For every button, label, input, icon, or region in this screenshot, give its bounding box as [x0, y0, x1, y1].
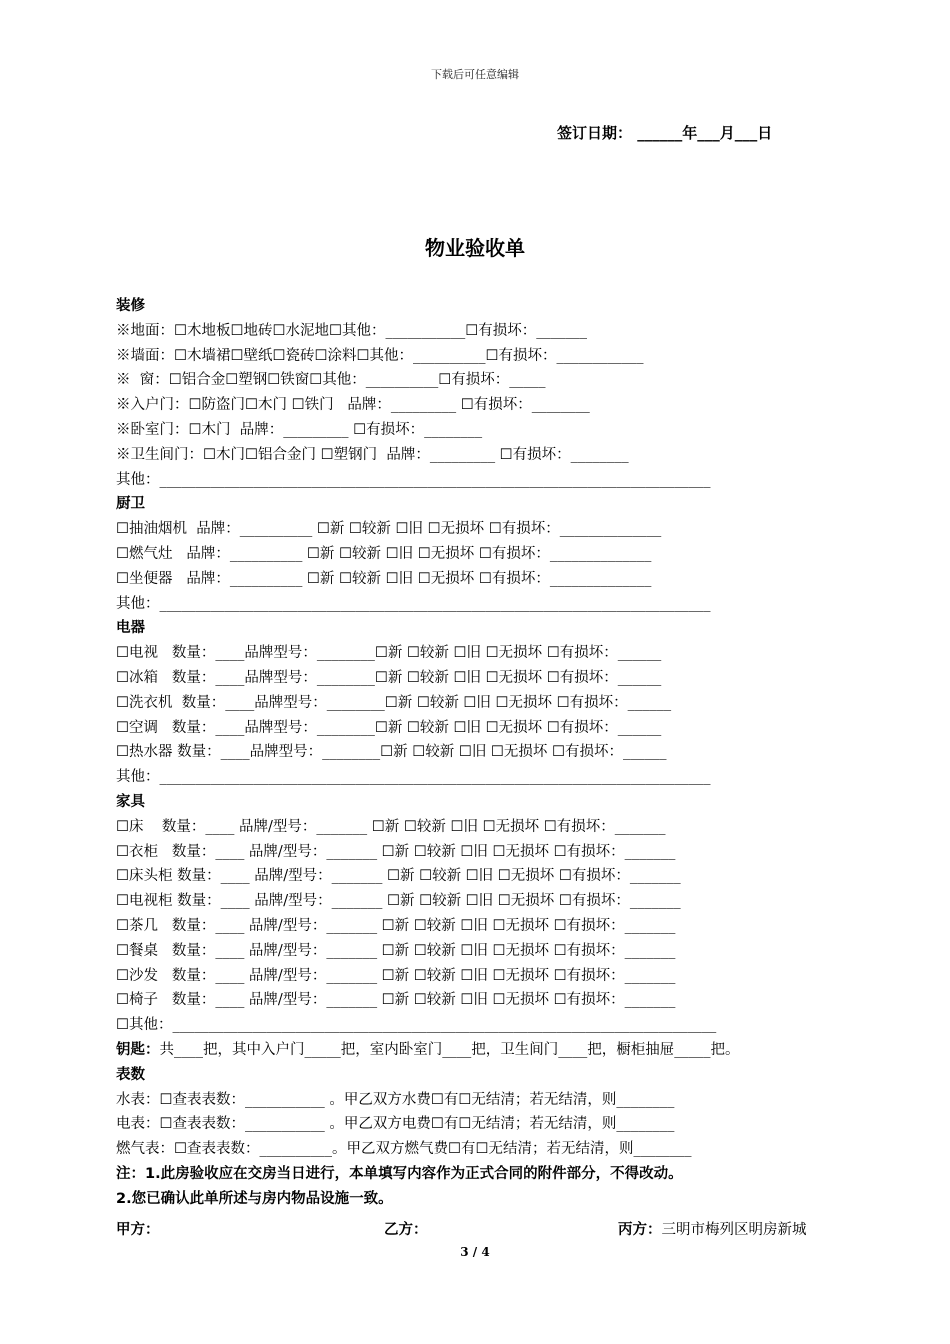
form-line: ☐床 数量：____ 品牌/型号：_______ ☐新 ☐较新 ☐旧 ☐无损坏 ☐有损坏：_______ [116, 818, 666, 835]
party-c-label: 丙方： [618, 1222, 662, 1238]
keys-detail: 共____把，其中入户门_____把，室内卧室门____把，卫生间门____把，橱柜抽屉_____把。 [159, 1041, 740, 1058]
form-line: ☐冰箱 数量：____品牌型号：________☐新 ☐较新 ☐旧 ☐无损坏 ☐有损坏：______ [116, 669, 662, 686]
form-line: ☐电视 数量：____品牌型号：________☐新 ☐较新 ☐旧 ☐无损坏 ☐有损坏：______ [116, 645, 662, 662]
parties-row [116, 1218, 846, 1242]
form-line: 其他：____________________________________________________________________________ [116, 595, 711, 612]
section-heading: 装修 [116, 298, 145, 314]
party-a-label: 甲方： [116, 1222, 160, 1238]
form-line: ※入户门：☐防盗门☐木门 ☐铁门 品牌：_________ ☐有损坏：________ [116, 397, 590, 414]
form-line: ☐其他：___________________________________________________________________________ [116, 1017, 717, 1034]
form-line: ☐抽油烟机 品牌：__________ ☐新 ☐较新 ☐旧 ☐无损坏 ☐有损坏：______________ [116, 521, 662, 538]
form-line: ☐茶几 数量：____ 品牌/型号：_______ ☐新 ☐较新 ☐旧 ☐无损坏 ☐有损坏：_______ [116, 917, 676, 934]
form-line: 2.您已确认此单所述与房内物品设施一致。 [116, 1190, 393, 1207]
keys-label: 钥匙： [116, 1041, 160, 1058]
party-b-label: 乙方： [384, 1222, 428, 1238]
form-body [116, 294, 846, 1211]
form-line: ※卫生间门：☐木门☐铝合金门 ☐塑钢门 品牌：_________ ☐有损坏：________ [116, 446, 629, 463]
party-c-value: 三明市梅列区明房新城 [661, 1222, 807, 1238]
form-line: 电表：☐查表表数：___________ 。甲乙双方电费☐有☐无结清；若无结清，则________ [116, 1116, 675, 1133]
form-line: ☐床头柜 数量：____ 品牌/型号：_______ ☐新 ☐较新 ☐旧 ☐无损坏 ☐有损坏：_______ [116, 868, 681, 885]
page-title: 物业验收单 [425, 236, 525, 260]
form-line: ※墙面：☐木墙裙☐壁纸☐瓷砖☐涂料☐其他：__________☐有损坏：____________ [116, 347, 644, 364]
party-c [618, 1218, 807, 1239]
page-header: 下载后可任意编辑 [431, 68, 519, 81]
form-line: ☐坐便器 品牌：__________ ☐新 ☐较新 ☐旧 ☐无损坏 ☐有损坏：______________ [116, 570, 652, 587]
form-line [116, 1038, 846, 1063]
form-line: 水表：☐查表表数：___________ 。甲乙双方水费☐有☐无结清；若无结清，则________ [116, 1091, 675, 1108]
page-number: 3 / 4 [460, 1245, 490, 1259]
form-line: ※卧室门：☐木门 品牌：_________ ☐有损坏：________ [116, 421, 483, 438]
form-line: ☐燃气灶 品牌：__________ ☐新 ☐较新 ☐旧 ☐无损坏 ☐有损坏：______________ [116, 545, 652, 562]
section-heading: 家具 [116, 793, 145, 810]
section-heading: 表数 [116, 1066, 145, 1083]
form-line: ☐空调 数量：____品牌型号：________☐新 ☐较新 ☐旧 ☐无损坏 ☐有损坏：______ [116, 719, 662, 736]
form-line: ☐电视柜 数量：____ 品牌/型号：_______ ☐新 ☐较新 ☐旧 ☐无损坏 ☐有损坏：_______ [116, 893, 681, 910]
form-line: ☐热水器 数量：____品牌型号：________☐新 ☐较新 ☐旧 ☐无损坏 ☐有损坏：______ [116, 744, 667, 761]
form-line: ☐沙发 数量：____ 品牌/型号：_______ ☐新 ☐较新 ☐旧 ☐无损坏 ☐有损坏：_______ [116, 967, 676, 984]
form-line: 注：1.此房验收应在交房当日进行，本单填写内容作为正式合同的附件部分，不得改动。 [116, 1165, 683, 1182]
form-line: ☐餐桌 数量：____ 品牌/型号：_______ ☐新 ☐较新 ☐旧 ☐无损坏 ☐有损坏：_______ [116, 942, 676, 959]
form-line: ☐椅子 数量：____ 品牌/型号：_______ ☐新 ☐较新 ☐旧 ☐无损坏 ☐有损坏：_______ [116, 992, 676, 1009]
form-line: ☐衣柜 数量：____ 品牌/型号：_______ ☐新 ☐较新 ☐旧 ☐无损坏 ☐有损坏：_______ [116, 843, 676, 860]
section-heading: 厨卫 [116, 496, 145, 513]
form-line: 其他：____________________________________________________________________________ [116, 769, 711, 786]
form-line: ☐洗衣机 数量：____品牌型号：________☐新 ☐较新 ☐旧 ☐无损坏 ☐有损坏：______ [116, 694, 672, 711]
form-line: 其他：____________________________________________________________________________ [116, 471, 711, 488]
section-heading: 电器 [116, 620, 145, 637]
form-line: ※地面：☐木地板☐地砖☐水泥地☐其他：___________☐有损坏：_______ [116, 322, 587, 339]
form-line: ※ 窗：☐铝合金☐塑钢☐铁窗☐其他：__________☐有损坏：_____ [116, 372, 546, 389]
form-line: 燃气表：☐查表表数：__________。甲乙双方燃气费☐有☐无结清；若无结清，则________ [116, 1141, 692, 1158]
sign-date: 签订日期： ______年___月___日 [557, 124, 773, 142]
